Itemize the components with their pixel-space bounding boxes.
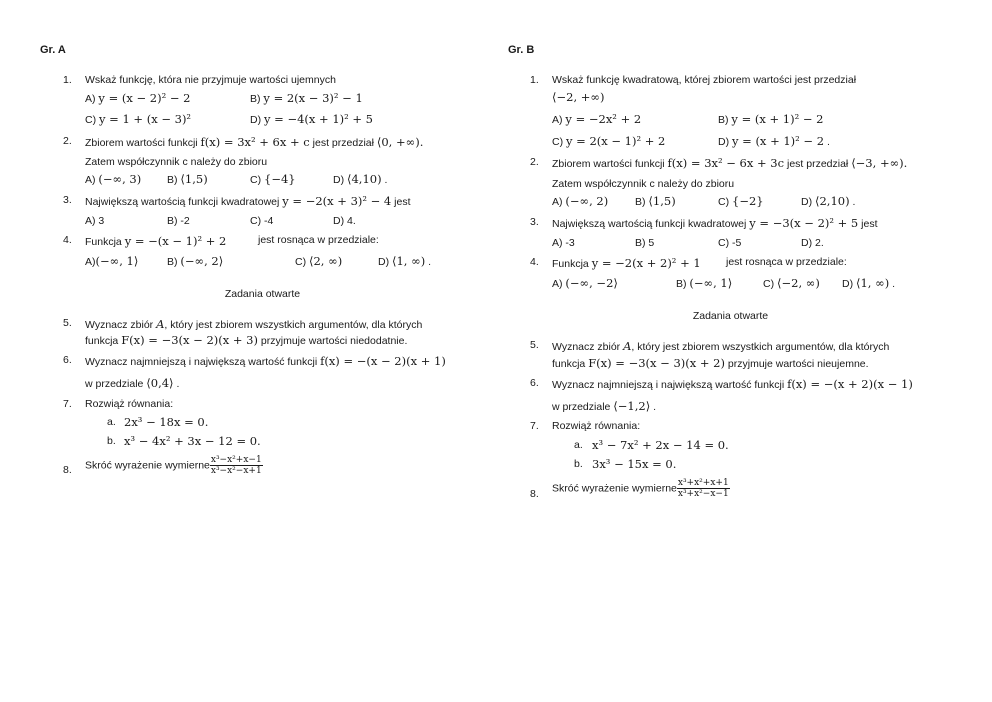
b-q8-number: 8.	[530, 488, 539, 500]
a-q1-option-a: A) y = (x − 2)² − 2	[85, 91, 191, 105]
group-b-column	[496, 0, 992, 702]
b-q6-line2: w przedziale ⟨−1,2⟩ .	[552, 399, 657, 413]
a-q2-number: 2.	[63, 135, 72, 147]
b-q8-numerator: x³+x²+x+1	[677, 478, 729, 488]
a-q2-option-b: B) ⟨1,5)	[167, 172, 208, 186]
a-q7-number: 7.	[63, 398, 72, 410]
b-q4-text2: jest rosnąca w przedziale:	[726, 256, 847, 268]
b-q7-equation-a: x³ − 7x² + 2x − 14 = 0.	[592, 438, 729, 452]
b-q8-text: Skróć wyrażenie wymierne $\frac{\text{x³+x²+x+1}}{\text{x³+x²−x−1}}$	[552, 478, 729, 500]
a-q4-text2: jest rosnąca w przedziale:	[258, 234, 379, 246]
a-q1-text: Wskaż funkcję, która nie przyjmuje wartości ujemnych	[85, 74, 336, 86]
a-q3-option-b: B) -2	[167, 215, 190, 227]
b-q6-text: Wyznacz najmniejszą i największą wartość funkcji f(x) = −(x + 2)(x − 1)	[552, 377, 913, 391]
a-q6-text: Wyznacz najmniejszą i największą wartość funkcji f(x) = −(x − 2)(x + 1)	[85, 354, 446, 368]
b-q1-interval: ⟨−2, +∞)	[552, 90, 605, 104]
a-q8-numerator: x³−x²+x−1	[210, 455, 262, 465]
b-q1-option-b: B) y = (x + 1)² − 2	[718, 112, 824, 126]
a-q8-fraction	[210, 455, 263, 477]
b-open-title: Zadania otwarte	[692, 310, 769, 322]
a-q3-option-c: C) -4	[250, 215, 274, 227]
a-q7-label-b: b.	[107, 435, 116, 447]
a-q2-option-a: A) (−∞, 3)	[85, 172, 142, 186]
a-q2-text: Zbiorem wartości funkcji f(x) = 3x² + 6x + c jest przedział ⟨0, +∞).	[85, 135, 424, 149]
a-q4-number: 4.	[63, 234, 72, 246]
group-a-header: Gr. A	[40, 44, 66, 56]
a-q7-text: Rozwiąż równania:	[85, 398, 174, 410]
a-q2-option-d: D) ⟨4,10) .	[333, 172, 388, 186]
a-q8-denominator: x³−x²−x+1	[210, 466, 262, 477]
a-q3-option-a: A) 3	[85, 215, 105, 227]
b-q7-text: Rozwiąż równania:	[552, 420, 641, 432]
a-q2-line2: Zatem współczynnik c należy do zbioru	[85, 156, 268, 168]
a-q3-text: Największą wartością funkcji kwadratowej y = −2(x + 3)² − 4 jest	[85, 194, 411, 208]
b-q5-number: 5.	[530, 339, 539, 351]
a-q7-equation-b: x³ − 4x² + 3x − 12 = 0.	[124, 434, 261, 448]
b-q2-text: Zbiorem wartości funkcji f(x) = 3x² − 6x + 3c jest przedział ⟨−3, +∞).	[552, 156, 908, 170]
b-q1-option-c: C) y = 2(x − 1)² + 2	[552, 134, 666, 148]
a-q4-option-a: A)(−∞, 1⟩	[85, 254, 139, 268]
a-q6-number: 6.	[63, 354, 72, 366]
b-q6-number: 6.	[530, 377, 539, 389]
b-q2-option-c: C) {−2}	[718, 194, 764, 208]
a-q4-text: Funkcja y = −(x − 1)² + 2	[85, 234, 227, 248]
group-b-header: Gr. B	[508, 44, 535, 56]
b-q7-label-b: b.	[574, 458, 583, 470]
b-q3-text: Największą wartością funkcji kwadratowej y = −3(x − 2)² + 5 jest	[552, 216, 878, 230]
a-q5-line2: funkcja F(x) = −3(x − 2)(x + 3) przyjmuje wartości niedodatnie.	[85, 333, 408, 347]
a-q5-number: 5.	[63, 317, 72, 329]
b-q4-text: Funkcja y = −2(x + 2)² + 1	[552, 256, 701, 270]
a-q1-option-d: D) y = −4(x + 1)² + 5	[250, 112, 373, 126]
a-q1-option-b: B) y = 2(x − 3)² − 1	[250, 91, 363, 105]
a-q1-option-c: C) y = 1 + (x − 3)²	[85, 112, 192, 126]
b-q1-option-d: D) y = (x + 1)² − 2 .	[718, 134, 830, 148]
b-q8-denominator: x³+x²−x−1	[677, 489, 729, 500]
b-q4-option-c: C) ⟨−2, ∞)	[763, 276, 820, 290]
a-q7-label-a: a.	[107, 416, 116, 428]
a-q6-line2: w przedziale ⟨0,4⟩ .	[85, 376, 180, 390]
b-q3-option-c: C) -5	[718, 237, 742, 249]
b-q1-number: 1.	[530, 74, 539, 86]
b-q7-label-a: a.	[574, 439, 583, 451]
a-q3-number: 3.	[63, 194, 72, 206]
b-q4-option-a: A) (−∞, −2⟩	[552, 276, 618, 290]
b-q1-text: Wskaż funkcję kwadratową, której zbiorem wartości jest przedział	[552, 74, 857, 86]
b-q4-option-d: D) ⟨1, ∞) .	[842, 276, 896, 290]
b-q5-line2: funkcja F(x) = −3(x − 3)(x + 2) przyjmuje wartości nieujemne.	[552, 356, 869, 370]
b-q3-option-a: A) -3	[552, 237, 575, 249]
b-q8-fraction	[677, 478, 730, 500]
b-q4-option-b: B) (−∞, 1⟩	[676, 276, 733, 290]
b-q3-option-d: D) 2.	[801, 237, 824, 249]
b-q4-number: 4.	[530, 256, 539, 268]
b-q2-option-a: A) (−∞, 2)	[552, 194, 609, 208]
a-open-title: Zadania otwarte	[224, 288, 301, 300]
b-q1-option-a: A) y = −2x² + 2	[552, 112, 642, 126]
a-q4-option-d: D) ⟨1, ∞) .	[378, 254, 432, 268]
b-q5-text: Wyznacz zbiór A, który jest zbiorem wszystkich argumentów, dla których	[552, 339, 890, 353]
b-q3-number: 3.	[530, 216, 539, 228]
b-q2-option-d: D) ⟨2,10) .	[801, 194, 856, 208]
b-q3-option-b: B) 5	[635, 237, 655, 249]
a-q3-option-d: D) 4.	[333, 215, 356, 227]
a-q7-equation-a: 2x³ − 18x = 0.	[124, 415, 209, 429]
a-q5-text: Wyznacz zbiór A, który jest zbiorem wszystkich argumentów, dla których	[85, 317, 423, 331]
a-q2-option-c: C) {−4}	[250, 172, 296, 186]
b-q7-number: 7.	[530, 420, 539, 432]
b-q2-number: 2.	[530, 156, 539, 168]
a-q8-number: 8.	[63, 464, 72, 476]
b-q2-option-b: B) ⟨1,5)	[635, 194, 676, 208]
b-q7-equation-b: 3x³ − 15x = 0.	[592, 457, 677, 471]
a-q4-option-c: C) ⟨2, ∞)	[295, 254, 343, 268]
a-q4-option-b: B) (−∞, 2⟩	[167, 254, 224, 268]
a-q8-text: Skróć wyrażenie wymierne $\frac{\text{x³−x²+x−1}}{\text{x³−x²−x+1}}$	[85, 455, 262, 477]
a-q1-number: 1.	[63, 74, 72, 86]
b-q2-line2: Zatem współczynnik c należy do zbioru	[552, 178, 735, 190]
